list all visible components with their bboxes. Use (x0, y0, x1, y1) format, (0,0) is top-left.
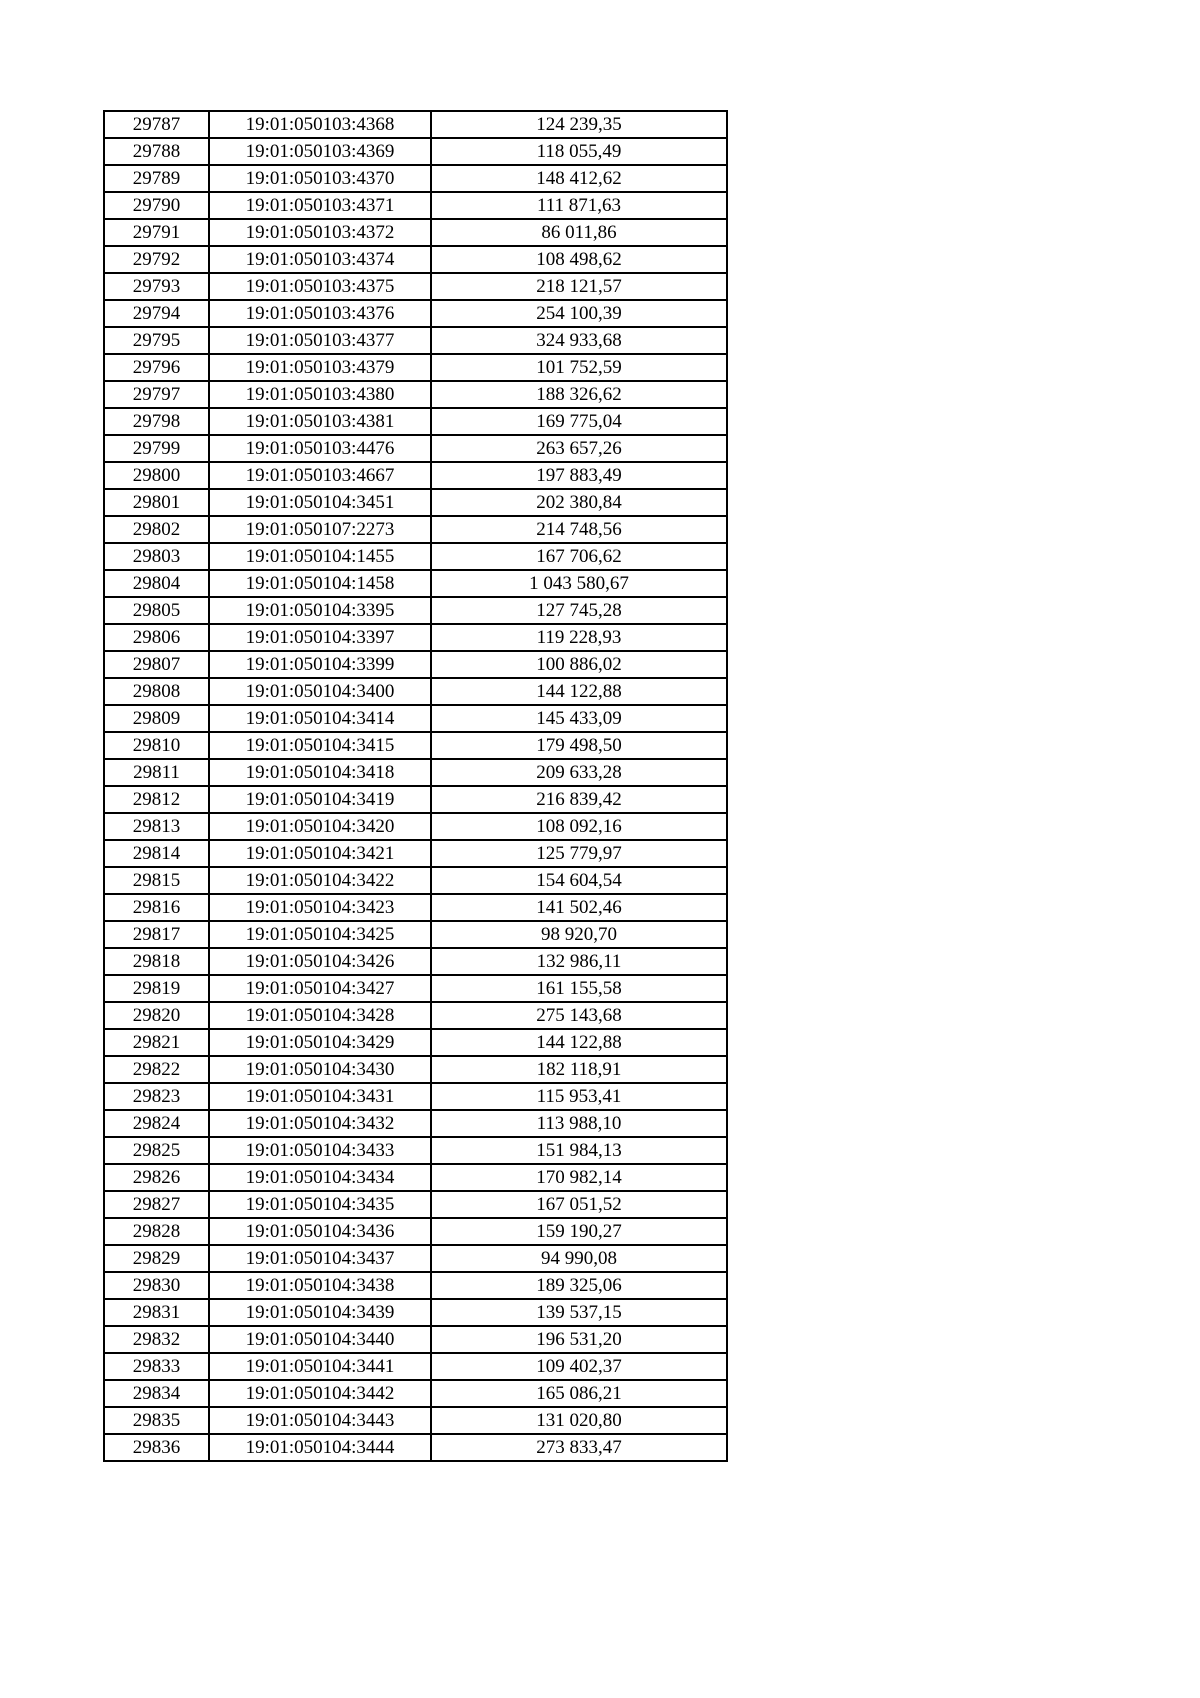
cadastral-value-cell: 94 990,08 (431, 1245, 727, 1272)
cadastral-value-cell: 101 752,59 (431, 354, 727, 381)
row-number-cell: 29831 (104, 1299, 209, 1326)
row-number-cell: 29791 (104, 219, 209, 246)
table-row (104, 138, 727, 165)
cadastral-value-cell: 169 775,04 (431, 408, 727, 435)
cadastral-value-cell: 209 633,28 (431, 759, 727, 786)
cadastral-number-cell: 19:01:050104:1455 (209, 543, 431, 570)
cadastral-number-cell: 19:01:050104:3433 (209, 1137, 431, 1164)
cadastral-number-cell: 19:01:050104:3451 (209, 489, 431, 516)
table-row (104, 543, 727, 570)
table-row (104, 1326, 727, 1353)
table-row (104, 192, 727, 219)
row-number-cell: 29801 (104, 489, 209, 516)
row-number-cell: 29788 (104, 138, 209, 165)
cadastral-value-cell: 109 402,37 (431, 1353, 727, 1380)
row-number-cell: 29797 (104, 381, 209, 408)
table-row (104, 354, 727, 381)
table-row (104, 219, 727, 246)
row-number-cell: 29832 (104, 1326, 209, 1353)
cadastral-number-cell: 19:01:050103:4376 (209, 300, 431, 327)
table-row (104, 759, 727, 786)
row-number-cell: 29826 (104, 1164, 209, 1191)
row-number-cell: 29808 (104, 678, 209, 705)
cadastral-number-cell: 19:01:050104:3418 (209, 759, 431, 786)
cadastral-number-cell: 19:01:050104:3442 (209, 1380, 431, 1407)
row-number-cell: 29820 (104, 1002, 209, 1029)
row-number-cell: 29787 (104, 111, 209, 138)
cadastral-value-cell: 98 920,70 (431, 921, 727, 948)
table-row (104, 1002, 727, 1029)
cadastral-value-cell: 188 326,62 (431, 381, 727, 408)
table-row (104, 273, 727, 300)
cadastral-value-cell: 139 537,15 (431, 1299, 727, 1326)
table-row (104, 1353, 727, 1380)
cadastral-number-cell: 19:01:050103:4372 (209, 219, 431, 246)
cadastral-value-cell: 115 953,41 (431, 1083, 727, 1110)
cadastral-number-cell: 19:01:050104:3426 (209, 948, 431, 975)
row-number-cell: 29821 (104, 1029, 209, 1056)
table-row (104, 165, 727, 192)
cadastral-value-cell: 108 498,62 (431, 246, 727, 273)
table-row (104, 300, 727, 327)
table-row (104, 813, 727, 840)
cadastral-value-cell: 189 325,06 (431, 1272, 727, 1299)
row-number-cell: 29816 (104, 894, 209, 921)
row-number-cell: 29812 (104, 786, 209, 813)
cadastral-number-cell: 19:01:050104:3432 (209, 1110, 431, 1137)
cadastral-value-cell: 275 143,68 (431, 1002, 727, 1029)
table-row (104, 462, 727, 489)
row-number-cell: 29790 (104, 192, 209, 219)
cadastral-number-cell: 19:01:050104:3438 (209, 1272, 431, 1299)
cadastral-number-cell: 19:01:050104:3400 (209, 678, 431, 705)
cadastral-value-cell: 118 055,49 (431, 138, 727, 165)
cadastral-value-cell: 144 122,88 (431, 678, 727, 705)
cadastral-number-cell: 19:01:050104:3395 (209, 597, 431, 624)
cadastral-value-cell: 273 833,47 (431, 1434, 727, 1461)
table-row (104, 732, 727, 759)
cadastral-number-cell: 19:01:050104:3435 (209, 1191, 431, 1218)
cadastral-value-cell: 119 228,93 (431, 624, 727, 651)
table-body (104, 111, 727, 1461)
cadastral-number-cell: 19:01:050104:3415 (209, 732, 431, 759)
table-row (104, 597, 727, 624)
cadastral-number-cell: 19:01:050103:4370 (209, 165, 431, 192)
cadastral-number-cell: 19:01:050104:3429 (209, 1029, 431, 1056)
cadastral-value-cell: 125 779,97 (431, 840, 727, 867)
row-number-cell: 29805 (104, 597, 209, 624)
table-row (104, 1137, 727, 1164)
cadastral-value-cell: 167 706,62 (431, 543, 727, 570)
row-number-cell: 29836 (104, 1434, 209, 1461)
cadastral-value-cell: 154 604,54 (431, 867, 727, 894)
row-number-cell: 29802 (104, 516, 209, 543)
cadastral-value-cell: 113 988,10 (431, 1110, 727, 1137)
cadastral-value-cell: 214 748,56 (431, 516, 727, 543)
table-row (104, 975, 727, 1002)
cadastral-value-cell: 170 982,14 (431, 1164, 727, 1191)
row-number-cell: 29811 (104, 759, 209, 786)
row-number-cell: 29813 (104, 813, 209, 840)
table-row (104, 867, 727, 894)
cadastral-value-cell: 100 886,02 (431, 651, 727, 678)
cadastral-value-cell: 324 933,68 (431, 327, 727, 354)
table-row (104, 1083, 727, 1110)
cadastral-value-cell: 161 155,58 (431, 975, 727, 1002)
row-number-cell: 29793 (104, 273, 209, 300)
row-number-cell: 29822 (104, 1056, 209, 1083)
table-row (104, 435, 727, 462)
cadastral-number-cell: 19:01:050103:4375 (209, 273, 431, 300)
table-row (104, 1218, 727, 1245)
cadastral-value-table (103, 110, 728, 1462)
cadastral-value-cell: 108 092,16 (431, 813, 727, 840)
row-number-cell: 29834 (104, 1380, 209, 1407)
cadastral-value-cell: 144 122,88 (431, 1029, 727, 1056)
cadastral-value-cell: 197 883,49 (431, 462, 727, 489)
cadastral-value-cell: 111 871,63 (431, 192, 727, 219)
table-row (104, 327, 727, 354)
row-number-cell: 29833 (104, 1353, 209, 1380)
row-number-cell: 29804 (104, 570, 209, 597)
table-row (104, 570, 727, 597)
cadastral-number-cell: 19:01:050104:3414 (209, 705, 431, 732)
cadastral-value-cell: 86 011,86 (431, 219, 727, 246)
table-row (104, 894, 727, 921)
cadastral-number-cell: 19:01:050103:4371 (209, 192, 431, 219)
cadastral-value-cell: 218 121,57 (431, 273, 727, 300)
cadastral-value-cell: 179 498,50 (431, 732, 727, 759)
cadastral-number-cell: 19:01:050104:3421 (209, 840, 431, 867)
cadastral-number-cell: 19:01:050103:4476 (209, 435, 431, 462)
cadastral-number-cell: 19:01:050104:3430 (209, 1056, 431, 1083)
cadastral-value-cell: 254 100,39 (431, 300, 727, 327)
table-row (104, 1245, 727, 1272)
row-number-cell: 29824 (104, 1110, 209, 1137)
row-number-cell: 29830 (104, 1272, 209, 1299)
cadastral-number-cell: 19:01:050104:3399 (209, 651, 431, 678)
row-number-cell: 29795 (104, 327, 209, 354)
row-number-cell: 29829 (104, 1245, 209, 1272)
cadastral-number-cell: 19:01:050103:4379 (209, 354, 431, 381)
row-number-cell: 29798 (104, 408, 209, 435)
table-row (104, 1110, 727, 1137)
row-number-cell: 29794 (104, 300, 209, 327)
table-row (104, 381, 727, 408)
table-row (104, 651, 727, 678)
table-row (104, 246, 727, 273)
cadastral-number-cell: 19:01:050103:4374 (209, 246, 431, 273)
row-number-cell: 29806 (104, 624, 209, 651)
cadastral-number-cell: 19:01:050104:3437 (209, 1245, 431, 1272)
row-number-cell: 29814 (104, 840, 209, 867)
cadastral-number-cell: 19:01:050104:3443 (209, 1407, 431, 1434)
cadastral-number-cell: 19:01:050104:1458 (209, 570, 431, 597)
row-number-cell: 29810 (104, 732, 209, 759)
cadastral-value-cell: 131 020,80 (431, 1407, 727, 1434)
cadastral-value-cell: 132 986,11 (431, 948, 727, 975)
row-number-cell: 29792 (104, 246, 209, 273)
cadastral-value-cell: 141 502,46 (431, 894, 727, 921)
cadastral-value-cell: 127 745,28 (431, 597, 727, 624)
row-number-cell: 29825 (104, 1137, 209, 1164)
cadastral-number-cell: 19:01:050103:4667 (209, 462, 431, 489)
row-number-cell: 29807 (104, 651, 209, 678)
table-row (104, 1434, 727, 1461)
cadastral-value-cell: 148 412,62 (431, 165, 727, 192)
cadastral-number-cell: 19:01:050107:2273 (209, 516, 431, 543)
cadastral-value-cell: 165 086,21 (431, 1380, 727, 1407)
cadastral-number-cell: 19:01:050104:3440 (209, 1326, 431, 1353)
cadastral-value-cell: 263 657,26 (431, 435, 727, 462)
table-row (104, 678, 727, 705)
table-row (104, 1407, 727, 1434)
cadastral-number-cell: 19:01:050104:3428 (209, 1002, 431, 1029)
table-row (104, 408, 727, 435)
table-row (104, 840, 727, 867)
cadastral-number-cell: 19:01:050103:4380 (209, 381, 431, 408)
table-row (104, 1056, 727, 1083)
row-number-cell: 29817 (104, 921, 209, 948)
table-row (104, 516, 727, 543)
cadastral-number-cell: 19:01:050103:4381 (209, 408, 431, 435)
cadastral-number-cell: 19:01:050104:3434 (209, 1164, 431, 1191)
cadastral-value-cell: 167 051,52 (431, 1191, 727, 1218)
row-number-cell: 29823 (104, 1083, 209, 1110)
table-row (104, 1272, 727, 1299)
cadastral-number-cell: 19:01:050104:3422 (209, 867, 431, 894)
row-number-cell: 29799 (104, 435, 209, 462)
table-row (104, 1380, 727, 1407)
row-number-cell: 29789 (104, 165, 209, 192)
cadastral-value-cell: 1 043 580,67 (431, 570, 727, 597)
cadastral-number-cell: 19:01:050104:3420 (209, 813, 431, 840)
cadastral-value-cell: 151 984,13 (431, 1137, 727, 1164)
cadastral-number-cell: 19:01:050104:3441 (209, 1353, 431, 1380)
table-row (104, 786, 727, 813)
cadastral-number-cell: 19:01:050104:3431 (209, 1083, 431, 1110)
row-number-cell: 29835 (104, 1407, 209, 1434)
cadastral-number-cell: 19:01:050104:3419 (209, 786, 431, 813)
row-number-cell: 29828 (104, 1218, 209, 1245)
table-row (104, 1029, 727, 1056)
cadastral-value-cell: 216 839,42 (431, 786, 727, 813)
cadastral-number-cell: 19:01:050103:4369 (209, 138, 431, 165)
table-row (104, 1191, 727, 1218)
cadastral-number-cell: 19:01:050104:3397 (209, 624, 431, 651)
cadastral-number-cell: 19:01:050104:3444 (209, 1434, 431, 1461)
table-row (104, 1164, 727, 1191)
table-row (104, 705, 727, 732)
cadastral-value-cell: 145 433,09 (431, 705, 727, 732)
cadastral-value-cell: 124 239,35 (431, 111, 727, 138)
cadastral-value-cell: 182 118,91 (431, 1056, 727, 1083)
cadastral-value-cell: 159 190,27 (431, 1218, 727, 1245)
cadastral-number-cell: 19:01:050103:4377 (209, 327, 431, 354)
table-row (104, 921, 727, 948)
row-number-cell: 29827 (104, 1191, 209, 1218)
row-number-cell: 29800 (104, 462, 209, 489)
cadastral-value-cell: 202 380,84 (431, 489, 727, 516)
row-number-cell: 29818 (104, 948, 209, 975)
table-row (104, 489, 727, 516)
row-number-cell: 29819 (104, 975, 209, 1002)
table-row (104, 624, 727, 651)
row-number-cell: 29796 (104, 354, 209, 381)
row-number-cell: 29809 (104, 705, 209, 732)
cadastral-number-cell: 19:01:050104:3423 (209, 894, 431, 921)
cadastral-value-cell: 196 531,20 (431, 1326, 727, 1353)
cadastral-number-cell: 19:01:050103:4368 (209, 111, 431, 138)
cadastral-number-cell: 19:01:050104:3425 (209, 921, 431, 948)
table-row (104, 948, 727, 975)
cadastral-number-cell: 19:01:050104:3436 (209, 1218, 431, 1245)
cadastral-number-cell: 19:01:050104:3427 (209, 975, 431, 1002)
row-number-cell: 29803 (104, 543, 209, 570)
table-row (104, 1299, 727, 1326)
cadastral-number-cell: 19:01:050104:3439 (209, 1299, 431, 1326)
row-number-cell: 29815 (104, 867, 209, 894)
table-row (104, 111, 727, 138)
